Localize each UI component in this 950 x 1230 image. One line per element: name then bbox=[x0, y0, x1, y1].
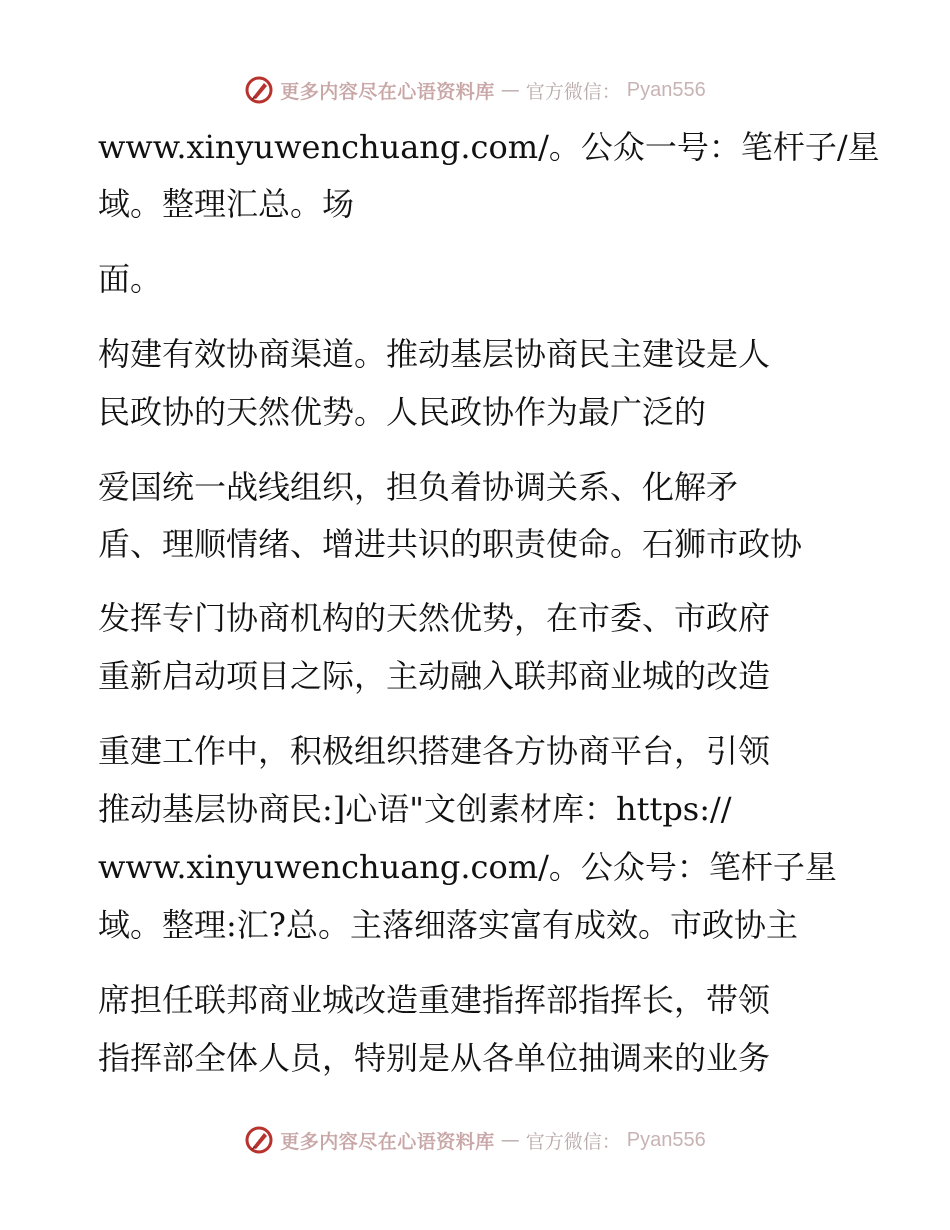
footer-separator: — bbox=[500, 1129, 520, 1151]
text-line: 爱国统一战线组织，担负着协调关系、化解矛 bbox=[98, 468, 739, 506]
text-line: 推动基层协商民:]心语"文创素材库：https:// bbox=[98, 790, 732, 828]
footer-wechat-id: Pyan556 bbox=[626, 1128, 706, 1151]
text-line: 构建有效协商渠道。推动基层协商民主建设是人 bbox=[98, 335, 771, 373]
text-line: 域。整理:汇?总。主落细落实富有成效。市政协主 bbox=[98, 906, 798, 944]
footer-wechat-label: 官方微信： bbox=[525, 1130, 621, 1153]
text-line: 发挥专门协商机构的天然优势，在市委、市政府 bbox=[98, 599, 771, 637]
header-separator: — bbox=[500, 79, 520, 101]
text-line: 重建工作中，积极组织搭建各方协商平台，引领 bbox=[98, 732, 771, 770]
header-wechat-id: Pyan556 bbox=[626, 78, 706, 101]
text-line: 盾、理顺情绪、增进共识的职责使命。石狮市政协 bbox=[98, 525, 803, 563]
text-line: 民政协的天然优势。人民政协作为最广泛的 bbox=[98, 393, 707, 431]
header-brand-text: 更多内容尽在心语资料库 bbox=[280, 80, 495, 103]
text-line: 指挥部全体人员，特别是从各单位抽调来的业务 bbox=[98, 1039, 771, 1077]
text-line: 重新启动项目之际，主动融入联邦商业城的改造 bbox=[98, 657, 771, 695]
pen-logo-icon bbox=[244, 1125, 274, 1155]
text-line: 面。 bbox=[98, 260, 163, 298]
text-line: 席担任联邦商业城改造重建指挥部指挥长，带领 bbox=[98, 981, 771, 1019]
text-line: 域。整理汇总。场 bbox=[98, 185, 355, 223]
header-wechat-label: 官方微信： bbox=[525, 80, 621, 103]
text-line: www.xinyuwenchuang.com/。公众一号：笔杆子/星 bbox=[98, 128, 880, 166]
pen-logo-icon bbox=[244, 75, 274, 105]
footer-banner bbox=[0, 1120, 950, 1160]
header-banner bbox=[0, 70, 950, 110]
footer-brand-text: 更多内容尽在心语资料库 bbox=[280, 1130, 495, 1153]
text-line: www.xinyuwenchuang.com/。公众号：笔杆子星 bbox=[98, 848, 837, 886]
